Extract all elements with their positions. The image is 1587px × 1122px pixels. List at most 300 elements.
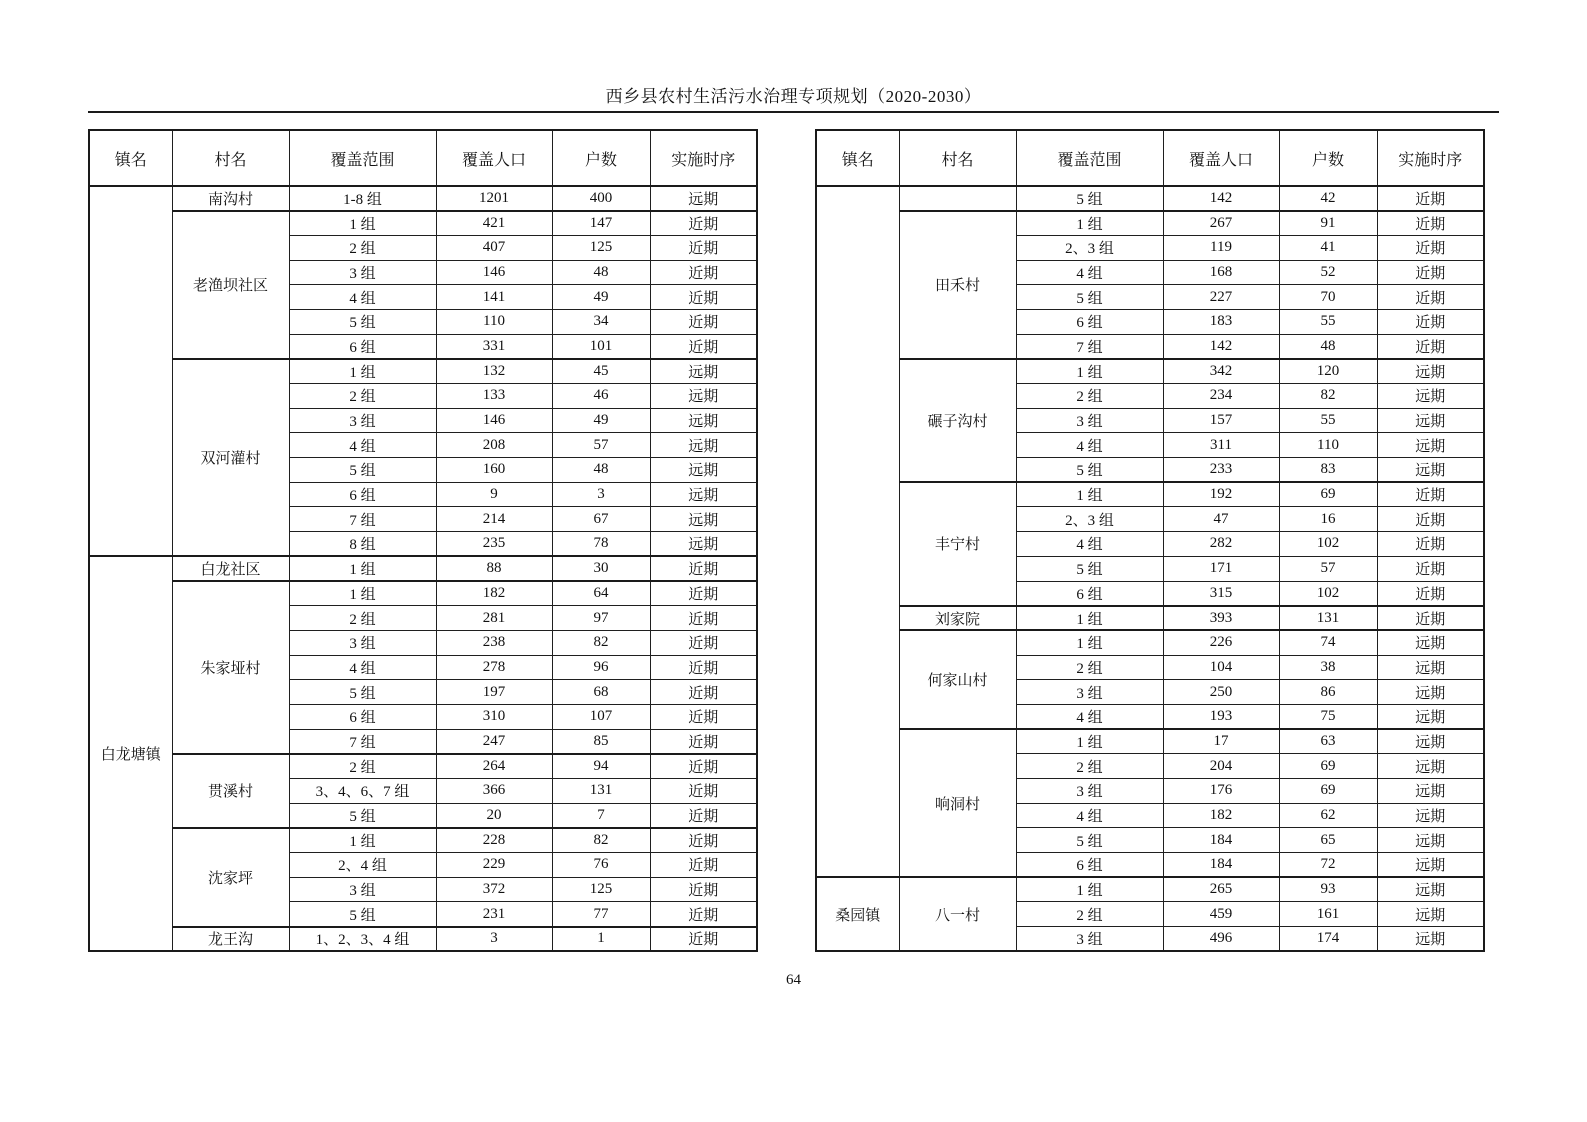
households-cell: 107	[552, 704, 650, 729]
column-header: 村名	[172, 130, 289, 186]
table-row	[816, 729, 1484, 754]
timing-cell: 近期	[650, 630, 757, 655]
population-cell: 238	[436, 630, 552, 655]
coverage-range-cell: 1 组	[289, 211, 436, 236]
coverage-range-cell: 3 组	[289, 877, 436, 902]
timing-cell: 近期	[650, 754, 757, 779]
village-name-cell	[899, 186, 1016, 211]
households-cell: 86	[1279, 680, 1377, 705]
population-cell: 184	[1163, 828, 1279, 853]
left-table-container	[88, 129, 758, 952]
population-cell: 342	[1163, 359, 1279, 384]
population-cell: 407	[436, 235, 552, 260]
households-cell: 57	[1279, 556, 1377, 581]
households-cell: 34	[552, 309, 650, 334]
table-row	[89, 754, 757, 779]
coverage-range-cell: 6 组	[1016, 581, 1163, 606]
timing-cell: 近期	[650, 211, 757, 236]
timing-cell: 远期	[1377, 828, 1484, 853]
population-cell: 197	[436, 680, 552, 705]
timing-cell: 近期	[1377, 507, 1484, 532]
coverage-table-left	[88, 129, 758, 952]
households-cell: 55	[1279, 408, 1377, 433]
timing-cell: 远期	[1377, 655, 1484, 680]
timing-cell: 近期	[650, 235, 757, 260]
timing-cell: 远期	[1377, 704, 1484, 729]
households-cell: 57	[552, 433, 650, 458]
timing-cell: 远期	[650, 482, 757, 507]
timing-cell: 远期	[650, 186, 757, 211]
table-row	[816, 606, 1484, 631]
table-row	[89, 359, 757, 384]
households-cell: 1	[552, 927, 650, 952]
coverage-range-cell: 2 组	[289, 606, 436, 631]
households-cell: 38	[1279, 655, 1377, 680]
population-cell: 142	[1163, 186, 1279, 211]
coverage-range-cell: 1 组	[289, 828, 436, 853]
coverage-range-cell: 5 组	[1016, 458, 1163, 483]
population-cell: 1201	[436, 186, 552, 211]
coverage-range-cell: 1 组	[289, 556, 436, 581]
timing-cell: 远期	[1377, 630, 1484, 655]
population-cell: 157	[1163, 408, 1279, 433]
timing-cell: 远期	[650, 507, 757, 532]
column-header: 覆盖人口	[1163, 130, 1279, 186]
population-cell: 182	[436, 581, 552, 606]
population-cell: 233	[1163, 458, 1279, 483]
table-row	[816, 877, 1484, 902]
population-cell: 372	[436, 877, 552, 902]
households-cell: 48	[552, 458, 650, 483]
timing-cell: 近期	[1377, 334, 1484, 359]
coverage-range-cell: 1 组	[1016, 729, 1163, 754]
coverage-table-right	[815, 129, 1485, 952]
households-cell: 82	[552, 630, 650, 655]
coverage-range-cell: 5 组	[1016, 285, 1163, 310]
coverage-range-cell: 6 组	[289, 482, 436, 507]
coverage-range-cell: 5 组	[289, 309, 436, 334]
coverage-range-cell: 2 组	[1016, 384, 1163, 409]
coverage-range-cell: 1 组	[289, 359, 436, 384]
coverage-range-cell: 4 组	[289, 285, 436, 310]
population-cell: 132	[436, 359, 552, 384]
population-cell: 496	[1163, 927, 1279, 952]
population-cell: 47	[1163, 507, 1279, 532]
population-cell: 267	[1163, 211, 1279, 236]
households-cell: 67	[552, 507, 650, 532]
coverage-range-cell: 3 组	[1016, 927, 1163, 952]
population-cell: 315	[1163, 581, 1279, 606]
households-cell: 70	[1279, 285, 1377, 310]
header-row	[89, 130, 757, 186]
households-cell: 91	[1279, 211, 1377, 236]
village-name-cell: 白龙社区	[172, 556, 289, 581]
coverage-range-cell: 3、4、6、7 组	[289, 779, 436, 804]
timing-cell: 远期	[650, 384, 757, 409]
timing-cell: 近期	[650, 902, 757, 927]
population-cell: 393	[1163, 606, 1279, 631]
households-cell: 94	[552, 754, 650, 779]
village-name-cell: 碾子沟村	[899, 359, 1016, 482]
households-cell: 63	[1279, 729, 1377, 754]
timing-cell: 近期	[1377, 186, 1484, 211]
coverage-range-cell: 6 组	[1016, 853, 1163, 878]
households-cell: 7	[552, 803, 650, 828]
population-cell: 235	[436, 532, 552, 557]
population-cell: 459	[1163, 902, 1279, 927]
coverage-range-cell: 1 组	[1016, 630, 1163, 655]
timing-cell: 远期	[1377, 754, 1484, 779]
population-cell: 110	[436, 309, 552, 334]
population-cell: 142	[1163, 334, 1279, 359]
coverage-range-cell: 2、3 组	[1016, 507, 1163, 532]
table-row	[816, 359, 1484, 384]
timing-cell: 近期	[1377, 211, 1484, 236]
village-name-cell: 龙王沟	[172, 927, 289, 952]
column-header: 覆盖范围	[1016, 130, 1163, 186]
coverage-range-cell: 2、3 组	[1016, 235, 1163, 260]
households-cell: 83	[1279, 458, 1377, 483]
timing-cell: 远期	[1377, 877, 1484, 902]
population-cell: 146	[436, 260, 552, 285]
coverage-range-cell: 5 组	[289, 680, 436, 705]
coverage-range-cell: 4 组	[1016, 433, 1163, 458]
population-cell: 133	[436, 384, 552, 409]
village-name-cell: 田禾村	[899, 211, 1016, 359]
households-cell: 147	[552, 211, 650, 236]
population-cell: 264	[436, 754, 552, 779]
timing-cell: 近期	[1377, 260, 1484, 285]
coverage-range-cell: 2 组	[289, 754, 436, 779]
population-cell: 311	[1163, 433, 1279, 458]
timing-cell: 近期	[650, 334, 757, 359]
households-cell: 62	[1279, 803, 1377, 828]
right-table-container	[815, 129, 1485, 952]
village-name-cell: 贯溪村	[172, 754, 289, 828]
population-cell: 204	[1163, 754, 1279, 779]
coverage-range-cell: 7 组	[1016, 334, 1163, 359]
table-row	[816, 630, 1484, 655]
coverage-range-cell: 2 组	[1016, 655, 1163, 680]
village-name-cell: 老渔坝社区	[172, 211, 289, 359]
timing-cell: 近期	[650, 927, 757, 952]
timing-cell: 远期	[1377, 359, 1484, 384]
timing-cell: 近期	[1377, 556, 1484, 581]
coverage-range-cell: 6 组	[1016, 309, 1163, 334]
village-name-cell: 双河灌村	[172, 359, 289, 557]
households-cell: 75	[1279, 704, 1377, 729]
households-cell: 85	[552, 729, 650, 754]
households-cell: 76	[552, 853, 650, 878]
coverage-range-cell: 3 组	[289, 408, 436, 433]
timing-cell: 近期	[650, 779, 757, 804]
population-cell: 226	[1163, 630, 1279, 655]
timing-cell: 近期	[650, 309, 757, 334]
households-cell: 131	[552, 779, 650, 804]
population-cell: 119	[1163, 235, 1279, 260]
population-cell: 231	[436, 902, 552, 927]
households-cell: 96	[552, 655, 650, 680]
coverage-range-cell: 5 组	[289, 803, 436, 828]
households-cell: 3	[552, 482, 650, 507]
timing-cell: 近期	[650, 680, 757, 705]
timing-cell: 远期	[1377, 433, 1484, 458]
column-header: 镇名	[816, 130, 899, 186]
households-cell: 69	[1279, 779, 1377, 804]
households-cell: 55	[1279, 309, 1377, 334]
timing-cell: 远期	[1377, 680, 1484, 705]
table-row	[89, 581, 757, 606]
households-cell: 97	[552, 606, 650, 631]
households-cell: 41	[1279, 235, 1377, 260]
timing-cell: 近期	[650, 729, 757, 754]
population-cell: 310	[436, 704, 552, 729]
table-row	[816, 482, 1484, 507]
households-cell: 68	[552, 680, 650, 705]
coverage-range-cell: 4 组	[1016, 704, 1163, 729]
population-cell: 17	[1163, 729, 1279, 754]
households-cell: 102	[1279, 581, 1377, 606]
households-cell: 16	[1279, 507, 1377, 532]
timing-cell: 远期	[1377, 729, 1484, 754]
population-cell: 234	[1163, 384, 1279, 409]
timing-cell: 远期	[1377, 927, 1484, 952]
village-name-cell: 何家山村	[899, 630, 1016, 729]
population-cell: 192	[1163, 482, 1279, 507]
timing-cell: 近期	[1377, 285, 1484, 310]
timing-cell: 远期	[1377, 902, 1484, 927]
timing-cell: 近期	[650, 704, 757, 729]
village-name-cell: 刘家院	[899, 606, 1016, 631]
households-cell: 30	[552, 556, 650, 581]
timing-cell: 近期	[650, 853, 757, 878]
households-cell: 93	[1279, 877, 1377, 902]
households-cell: 125	[552, 877, 650, 902]
coverage-range-cell: 1 组	[289, 581, 436, 606]
households-cell: 77	[552, 902, 650, 927]
timing-cell: 远期	[1377, 384, 1484, 409]
population-cell: 182	[1163, 803, 1279, 828]
village-name-cell: 沈家坪	[172, 828, 289, 927]
coverage-range-cell: 2、4 组	[289, 853, 436, 878]
households-cell: 78	[552, 532, 650, 557]
households-cell: 120	[1279, 359, 1377, 384]
population-cell: 193	[1163, 704, 1279, 729]
coverage-range-cell: 4 组	[289, 655, 436, 680]
population-cell: 160	[436, 458, 552, 483]
households-cell: 45	[552, 359, 650, 384]
population-cell: 265	[1163, 877, 1279, 902]
column-header: 实施时序	[650, 130, 757, 186]
population-cell: 250	[1163, 680, 1279, 705]
coverage-range-cell: 5 组	[1016, 186, 1163, 211]
table-row	[816, 186, 1484, 211]
households-cell: 49	[552, 285, 650, 310]
coverage-range-cell: 3 组	[1016, 408, 1163, 433]
population-cell: 227	[1163, 285, 1279, 310]
population-cell: 141	[436, 285, 552, 310]
column-header: 户数	[552, 130, 650, 186]
population-cell: 331	[436, 334, 552, 359]
population-cell: 278	[436, 655, 552, 680]
population-cell: 282	[1163, 532, 1279, 557]
town-name-cell: 白龙塘镇	[89, 556, 172, 951]
coverage-range-cell: 7 组	[289, 507, 436, 532]
coverage-range-cell: 2 组	[1016, 754, 1163, 779]
households-cell: 82	[552, 828, 650, 853]
coverage-range-cell: 5 组	[1016, 828, 1163, 853]
timing-cell: 近期	[650, 606, 757, 631]
timing-cell: 远期	[650, 532, 757, 557]
population-cell: 183	[1163, 309, 1279, 334]
document-header-title: 西乡县农村生活污水治理专项规划（2020-2030）	[605, 87, 982, 106]
town-name-cell	[89, 186, 172, 556]
coverage-range-cell: 3 组	[289, 630, 436, 655]
coverage-range-cell: 2 组	[289, 384, 436, 409]
village-name-cell: 丰宁村	[899, 482, 1016, 605]
households-cell: 101	[552, 334, 650, 359]
timing-cell: 远期	[650, 458, 757, 483]
population-cell: 366	[436, 779, 552, 804]
households-cell: 48	[552, 260, 650, 285]
column-header: 户数	[1279, 130, 1377, 186]
households-cell: 52	[1279, 260, 1377, 285]
coverage-range-cell: 5 组	[289, 458, 436, 483]
coverage-range-cell: 4 组	[1016, 260, 1163, 285]
coverage-range-cell: 6 组	[289, 334, 436, 359]
table-row	[89, 828, 757, 853]
households-cell: 69	[1279, 482, 1377, 507]
population-cell: 168	[1163, 260, 1279, 285]
timing-cell: 近期	[650, 581, 757, 606]
timing-cell: 近期	[1377, 482, 1484, 507]
coverage-range-cell: 4 组	[1016, 532, 1163, 557]
timing-cell: 近期	[650, 556, 757, 581]
timing-cell: 远期	[1377, 803, 1484, 828]
column-header: 镇名	[89, 130, 172, 186]
households-cell: 82	[1279, 384, 1377, 409]
timing-cell: 近期	[1377, 532, 1484, 557]
households-cell: 400	[552, 186, 650, 211]
timing-cell: 远期	[1377, 779, 1484, 804]
timing-cell: 近期	[1377, 581, 1484, 606]
timing-cell: 远期	[1377, 853, 1484, 878]
village-name-cell: 朱家垭村	[172, 581, 289, 754]
timing-cell: 近期	[650, 828, 757, 853]
coverage-range-cell: 3 组	[1016, 779, 1163, 804]
population-cell: 20	[436, 803, 552, 828]
coverage-range-cell: 5 组	[1016, 556, 1163, 581]
page-number: 64	[786, 972, 801, 988]
town-name-cell: 桑园镇	[816, 877, 899, 951]
coverage-range-cell: 2 组	[1016, 902, 1163, 927]
coverage-range-cell: 3 组	[289, 260, 436, 285]
population-cell: 228	[436, 828, 552, 853]
population-cell: 146	[436, 408, 552, 433]
timing-cell: 远期	[1377, 408, 1484, 433]
column-header: 村名	[899, 130, 1016, 186]
coverage-range-cell: 1 组	[1016, 606, 1163, 631]
population-cell: 421	[436, 211, 552, 236]
households-cell: 72	[1279, 853, 1377, 878]
timing-cell: 远期	[650, 408, 757, 433]
header-divider-rule	[88, 111, 1499, 113]
table-row	[816, 211, 1484, 236]
households-cell: 49	[552, 408, 650, 433]
population-cell: 88	[436, 556, 552, 581]
households-cell: 174	[1279, 927, 1377, 952]
households-cell: 131	[1279, 606, 1377, 631]
table-row	[89, 556, 757, 581]
timing-cell: 远期	[650, 359, 757, 384]
town-name-cell	[816, 186, 899, 877]
timing-cell: 远期	[1377, 458, 1484, 483]
table-row	[89, 186, 757, 211]
timing-cell: 近期	[650, 803, 757, 828]
population-cell: 247	[436, 729, 552, 754]
coverage-range-cell: 3 组	[1016, 680, 1163, 705]
coverage-range-cell: 8 组	[289, 532, 436, 557]
timing-cell: 近期	[650, 285, 757, 310]
households-cell: 102	[1279, 532, 1377, 557]
population-cell: 3	[436, 927, 552, 952]
population-cell: 104	[1163, 655, 1279, 680]
households-cell: 64	[552, 581, 650, 606]
coverage-range-cell: 1-8 组	[289, 186, 436, 211]
population-cell: 176	[1163, 779, 1279, 804]
coverage-range-cell: 4 组	[1016, 803, 1163, 828]
village-name-cell: 南沟村	[172, 186, 289, 211]
population-cell: 229	[436, 853, 552, 878]
households-cell: 69	[1279, 754, 1377, 779]
population-cell: 184	[1163, 853, 1279, 878]
population-cell: 9	[436, 482, 552, 507]
households-cell: 161	[1279, 902, 1377, 927]
village-name-cell: 响洞村	[899, 729, 1016, 877]
coverage-range-cell: 7 组	[289, 729, 436, 754]
table-row	[89, 211, 757, 236]
coverage-range-cell: 1 组	[1016, 359, 1163, 384]
coverage-range-cell: 4 组	[289, 433, 436, 458]
households-cell: 42	[1279, 186, 1377, 211]
coverage-range-cell: 1 组	[1016, 877, 1163, 902]
households-cell: 65	[1279, 828, 1377, 853]
population-cell: 208	[436, 433, 552, 458]
coverage-range-cell: 1、2、3、4 组	[289, 927, 436, 952]
population-cell: 171	[1163, 556, 1279, 581]
coverage-range-cell: 1 组	[1016, 211, 1163, 236]
households-cell: 74	[1279, 630, 1377, 655]
households-cell: 48	[1279, 334, 1377, 359]
timing-cell: 近期	[1377, 235, 1484, 260]
coverage-range-cell: 5 组	[289, 902, 436, 927]
timing-cell: 近期	[650, 260, 757, 285]
population-cell: 214	[436, 507, 552, 532]
coverage-range-cell: 2 组	[289, 235, 436, 260]
timing-cell: 远期	[650, 433, 757, 458]
header-row	[816, 130, 1484, 186]
households-cell: 125	[552, 235, 650, 260]
village-name-cell: 八一村	[899, 877, 1016, 951]
coverage-range-cell: 1 组	[1016, 482, 1163, 507]
timing-cell: 近期	[650, 877, 757, 902]
timing-cell: 近期	[1377, 606, 1484, 631]
households-cell: 110	[1279, 433, 1377, 458]
column-header: 覆盖人口	[436, 130, 552, 186]
table-row	[89, 927, 757, 952]
timing-cell: 近期	[1377, 309, 1484, 334]
coverage-range-cell: 6 组	[289, 704, 436, 729]
